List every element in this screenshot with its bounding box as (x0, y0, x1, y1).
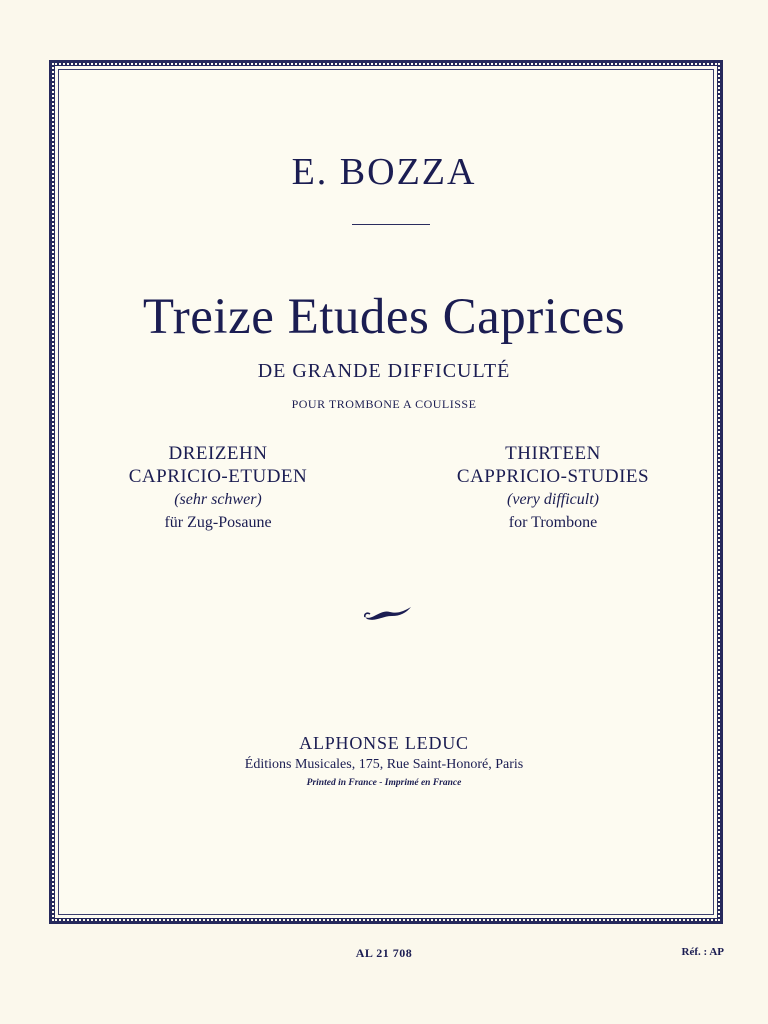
composer-name: E. BOZZA (291, 151, 477, 193)
title-divider (352, 224, 430, 225)
english-title-line-1: THIRTEEN (505, 443, 601, 464)
german-title-block (88, 442, 348, 534)
flourish-curl (365, 613, 370, 617)
english-title-line-2: CAPPRICIO-STUDIES (456, 466, 650, 487)
flourish-shape (365, 607, 411, 620)
instrument-line: POUR TROMBONE A COULISSE (291, 397, 477, 411)
english-instrument: for Trombone (508, 514, 598, 531)
english-difficulty: (very difficult) (507, 491, 599, 508)
publisher-address: Éditions Musicales, 175, Rue Saint-Honoré, Paris (244, 757, 524, 772)
publisher-name: ALPHONSE LEDUC (299, 733, 469, 753)
german-title-line-1: DREIZEHN (168, 443, 268, 464)
reference-code: Réf. : AP (681, 946, 724, 958)
work-subtitle: DE GRANDE DIFFICULTÉ (257, 360, 511, 382)
flourish-ornament-icon (362, 603, 414, 623)
german-title-line-2: CAPRICIO-ETUDEN (128, 466, 308, 487)
english-title-block (423, 442, 683, 534)
german-instrument: für Zug-Posaune (164, 514, 272, 531)
printed-in-note: Printed in France - Imprimé en France (306, 778, 462, 788)
work-title: Treize Etudes Caprices (142, 289, 626, 345)
catalog-number: AL 21 708 (355, 946, 413, 960)
german-difficulty: (sehr schwer) (174, 491, 262, 508)
